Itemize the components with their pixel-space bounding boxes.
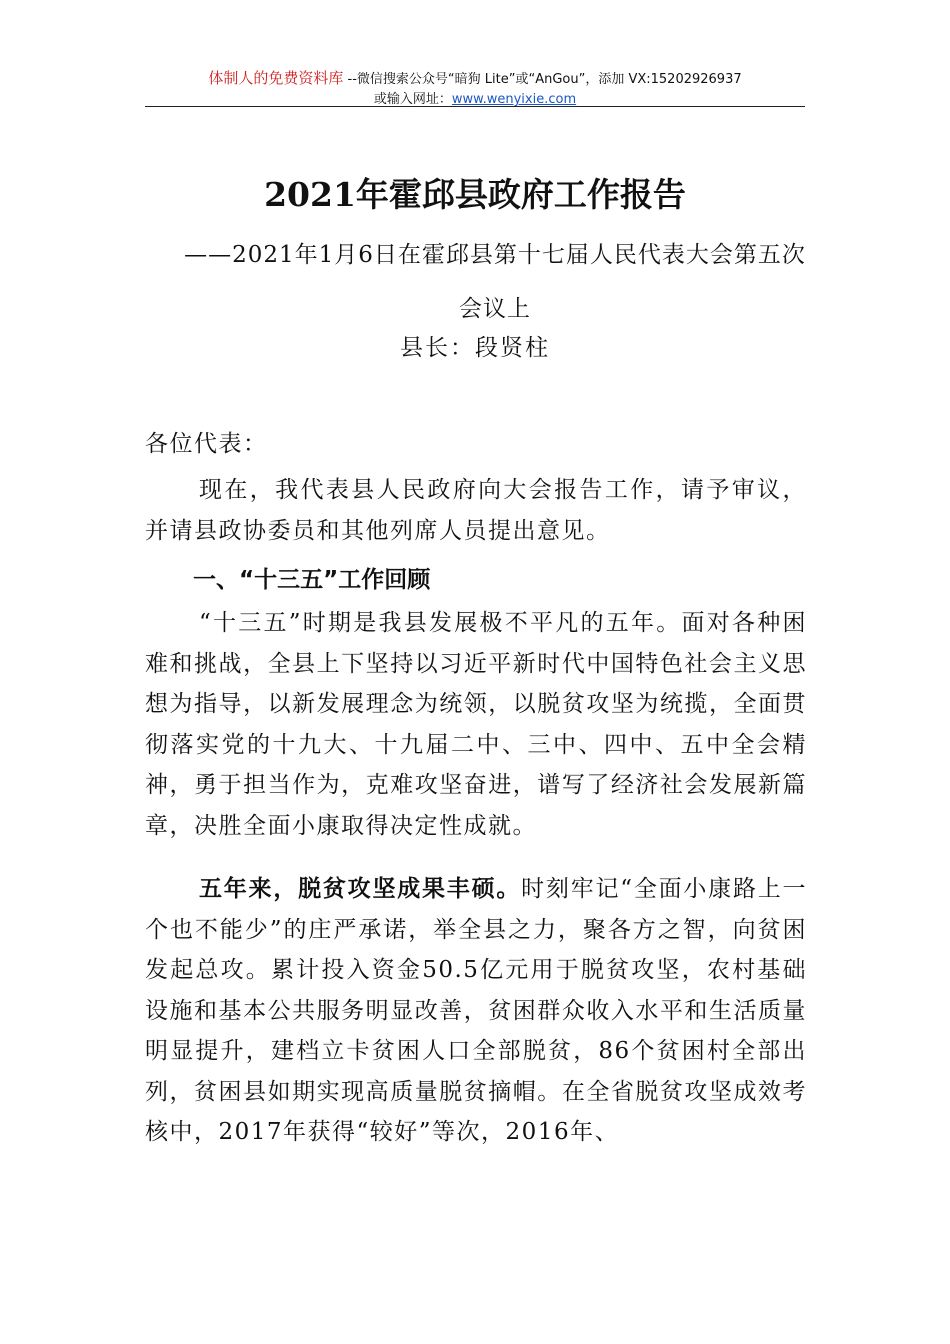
wechat-note: --微信搜索公众号“暗狗 Lite”或“AnGou”，添加 VX:15202926937 <box>343 72 742 87</box>
body-paragraph: “十三五”时期是我县发展极不平凡的五年。面对各种困难和挑战，全县上下坚持以习近平新时代中国特色社会主义思想为指导，以新发展理念为统领，以脱贫攻坚为统揽，全面贯彻落实党的十九大、十九届二中、三中、四中、五中全会精神，勇于担当作为，克难攻坚奋进，谱写了经济社会发展新篇章，决胜全面小康取得决定性成就。 <box>145 610 807 839</box>
paragraph-lead: 五年来，脱贫攻坚成果丰硕。 <box>199 875 522 902</box>
document-subtitle: ——2021年1月6日在霍邱县第十七届人民代表大会第五次会议上 <box>184 242 806 322</box>
intro-paragraph: 现在，我代表县人民政府向大会报告工作，请予审议，并请县政协委员和其他列席人员提出意见。 <box>145 477 807 544</box>
page-header <box>145 68 805 110</box>
body-paragraph <box>145 869 807 1153</box>
salutation: 各位代表： <box>145 431 268 457</box>
brand-text: 体制人的免费资料库 <box>208 69 344 87</box>
website-link[interactable]: www.wenyixie.com <box>451 92 577 107</box>
document-title: 2021年霍邱县政府工作报告 <box>264 175 686 214</box>
header-divider <box>145 106 805 107</box>
paragraph-text: 时刻牢记“全面小康路上一个也不能少”的庄严承诺，举全县之力，聚各方之智，向贫困发起总攻。累计投入资金50.5亿元用于脱贫攻坚，农村基础设施和基本公共服务明显改善，贫困群众收入水平和生活质量明显提升，建档立卡贫困人口全部脱贫，86个贫困村全部出列，贫困县如期实现高质量脱贫摘帽。在全省脱贫攻坚成效考核中，2017年获得“较好”等次，2016年、 <box>145 876 808 1145</box>
url-prefix: 或输入网址： <box>373 92 452 107</box>
document-author: 县长：段贤柱 <box>400 335 550 361</box>
section-heading: 一、“十三五”工作回顾 <box>193 567 431 593</box>
